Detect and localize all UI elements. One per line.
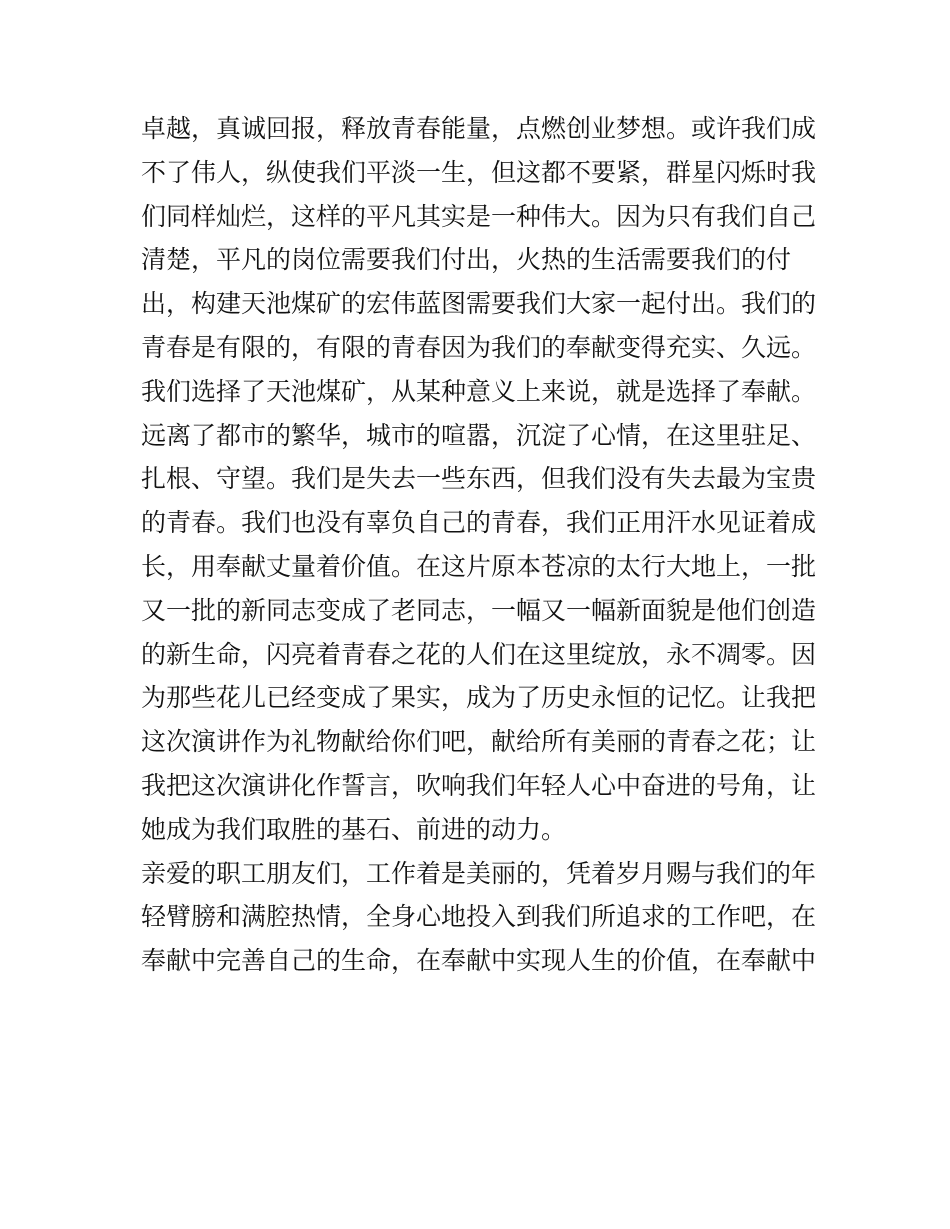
text-line: 我把这次演讲化作誓言，吹响我们年轻人心中奋进的号角，让 [141, 770, 817, 800]
text-line: 不了伟人，纵使我们平淡一生，但这都不要紧，群星闪烁时我 [141, 157, 817, 187]
text-line: 扎根、守望。我们是失去一些东西，但我们没有失去最为宝贵 [141, 464, 817, 494]
text-line: 这次演讲作为礼物献给你们吧，献给所有美丽的青春之花；让 [141, 727, 817, 757]
text-line: 清楚，平凡的岗位需要我们付出，火热的生活需要我们的付 [141, 245, 792, 275]
body-text [141, 107, 821, 983]
text-line: 远离了都市的繁华，城市的喧嚣，沉淀了心情，在这里驻足、 [141, 420, 817, 450]
text-line: 为那些花儿已经变成了果实，成为了历史永恒的记忆。让我把 [141, 683, 817, 713]
text-line: 们同样灿烂，这样的平凡其实是一种伟大。因为只有我们自己 [141, 201, 817, 231]
text-line: 长，用奉献丈量着价值。在这片原本苍凉的太行大地上，一批 [141, 551, 817, 581]
text-line: 出，构建天池煤矿的宏伟蓝图需要我们大家一起付出。我们的 [141, 289, 817, 319]
text-line: 我们选择了天池煤矿，从某种意义上来说，就是选择了奉献。 [141, 376, 817, 406]
text-line: 轻臂膀和满腔热情，全身心地投入到我们所追求的工作吧，在 [141, 902, 817, 932]
text-line: 卓越，真诚回报，释放青春能量，点燃创业梦想。或许我们成 [141, 114, 817, 143]
text-line: 奉献中完善自己的生命，在奉献中实现人生的价值，在奉献中 [141, 946, 817, 976]
text-line: 的青春。我们也没有辜负自己的青春，我们正用汗水见证着成 [141, 508, 817, 538]
text-line: 她成为我们取胜的基石、前进的动力。 [141, 814, 567, 844]
text-line: 青春是有限的，有限的青春因为我们的奉献变得充实、久远。 [141, 332, 817, 362]
text-line: 又一批的新同志变成了老同志，一幅又一幅新面貌是他们创造 [141, 595, 817, 625]
text-line: 亲爱的职工朋友们，工作着是美丽的，凭着岁月赐与我们的年 [141, 858, 817, 888]
text-line: 的新生命，闪亮着青春之花的人们在这里绽放，永不凋零。因 [141, 639, 817, 669]
